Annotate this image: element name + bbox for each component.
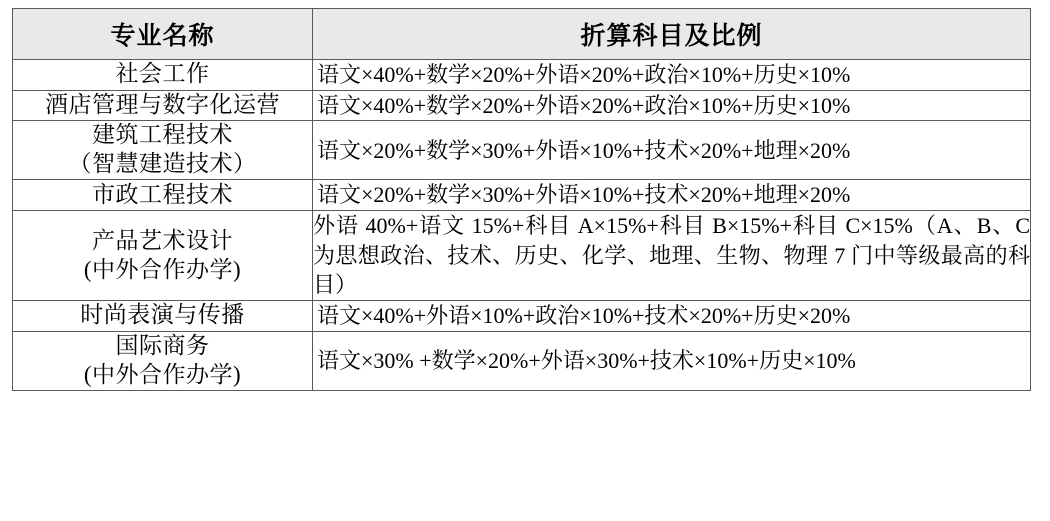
conversion-rule-text: 语文×40%+数学×20%+外语×20%+政治×10%+历史×10% [317, 62, 851, 87]
major-name-line1: 建筑工程技术 [92, 122, 233, 148]
major-name-cell [13, 301, 313, 332]
major-name-line2: (中外合作办学) [83, 256, 242, 282]
table-row [13, 301, 1031, 332]
table-header-row [13, 9, 1031, 60]
major-name-cell [13, 211, 313, 301]
conversion-rule-text: 外语 40%+语文 15%+科目 A×15%+科目 B×15%+科目 C×15%（A、B、C 为思想政治、技术、历史、化学、地理、生物、物理 7 门中等级最高的科目） [313, 213, 1030, 298]
major-name-cell [13, 180, 313, 211]
major-name-cell [13, 331, 313, 390]
conversion-rule-cell [313, 60, 1031, 91]
major-name-line1: 国际商务 [115, 332, 210, 358]
conversion-rule-text: 语文×20%+数学×30%+外语×10%+技术×20%+地理×20% [317, 182, 851, 208]
column-header-major: 专业名称 [13, 9, 313, 60]
conversion-rule-cell [313, 180, 1031, 211]
major-name-line1: 产品艺术设计 [92, 227, 233, 253]
table-body [13, 60, 1031, 391]
table-row [13, 121, 1031, 180]
conversion-rule-cell [313, 121, 1031, 180]
major-name-cell [13, 60, 313, 91]
major-name-line1: 市政工程技术 [92, 181, 233, 207]
document-page [0, 8, 1050, 521]
conversion-rule-text: 语文×20%+数学×30%+外语×10%+技术×20%+地理×20% [317, 137, 851, 163]
conversion-rule-text: 语文×40%+数学×20%+外语×20%+政治×10%+历史×10% [317, 92, 851, 118]
column-header-rule: 折算科目及比例 [313, 9, 1031, 60]
score-conversion-table [12, 8, 1031, 391]
conversion-rule-text: 语文×30% +数学×20%+外语×30%+技术×10%+历史×10% [317, 347, 856, 373]
major-name-cell [13, 90, 313, 121]
conversion-rule-cell [313, 331, 1031, 390]
table-header [13, 9, 1031, 60]
major-name-line1: 时尚表演与传播 [80, 302, 245, 328]
conversion-rule-cell [313, 211, 1031, 301]
major-name-line2: (中外合作办学) [83, 361, 242, 387]
conversion-rule-text: 语文×40%+外语×10%+政治×10%+技术×20%+历史×20% [317, 303, 851, 329]
table-row [13, 90, 1031, 121]
table-row [13, 211, 1031, 301]
table-row [13, 180, 1031, 211]
conversion-rule-cell [313, 301, 1031, 332]
major-name-line2: （智慧建造技术） [68, 151, 257, 177]
major-name-line1: 酒店管理与数字化运营 [45, 92, 280, 118]
conversion-rule-cell [313, 90, 1031, 121]
table-row [13, 60, 1031, 91]
table-row [13, 331, 1031, 390]
major-name-cell [13, 121, 313, 180]
major-name-line1: 社会工作 [115, 61, 210, 87]
